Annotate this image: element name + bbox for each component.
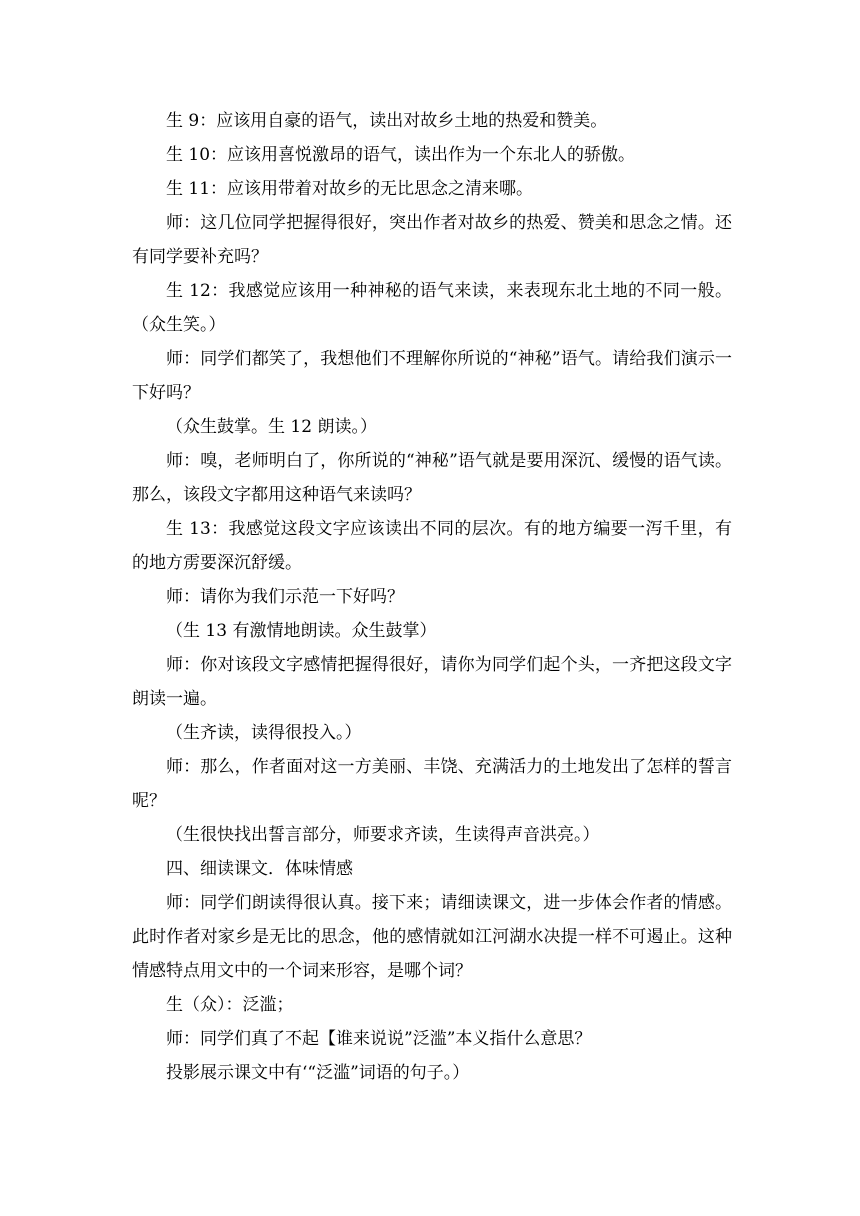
paragraph: 生 13：我感觉这段文字应该读出不同的层次。有的地方编要一泻千里，有的地方雳要深沉舒缓。 bbox=[132, 519, 732, 573]
paragraph: 师：同学们朗读得很认真。接下来；请细读课文，进一步体会作者的情感。此时作者对家乡是无比的思念，他的感情就如江河湖水决提一样不可遏止。这种情感特点用文中的一个词来形容，是哪个词？ bbox=[132, 893, 732, 981]
paragraph: 师：你对该段文字感情把握得很好，请你为同学们起个头，一齐把这段文字朗读一遍。 bbox=[132, 655, 732, 709]
paragraph: （众生鼓掌。生 12 朗读。） bbox=[166, 417, 377, 437]
paragraph: 投影展示课文中有‘“泛滥”词语的句子。） bbox=[166, 1063, 470, 1083]
paragraph: （生很快找出誓言部分，师要求齐读，生读得声音洪亮。） bbox=[166, 825, 600, 845]
paragraph: 生（众）：泛滥； bbox=[166, 995, 294, 1015]
section-heading: 四、细读课文．体味情感 bbox=[166, 859, 353, 879]
paragraph: 生 12：我感觉应该用一种神秘的语气来读，来表现东北土地的不同一般。（众生笑。） bbox=[132, 281, 732, 335]
paragraph: 师：那么，作者面对这一方美丽、丰饶、充满活力的土地发出了怎样的誓言呢？ bbox=[132, 757, 732, 811]
paragraph: 师：嗅，老师明白了，你所说的“神秘”语气就是要用深沉、缓慢的语气读。那么，该段文字都用这种语气来读吗？ bbox=[132, 451, 732, 505]
paragraph: 师：同学们真了不起【谁来说说”泛滥”本义指什么意思？ bbox=[166, 1029, 592, 1049]
paragraph: 师：这几位同学把握得很好，突出作者对故乡的热爱、赞美和思念之情。还有同学要补充吗？ bbox=[132, 213, 732, 267]
document-body bbox=[132, 104, 732, 1090]
paragraph: 生 10：应该用喜悦激昂的语气，读出作为一个东北人的骄傲。 bbox=[166, 145, 636, 165]
paragraph: （生 13 有激情地朗读。众生鼓掌） bbox=[166, 621, 437, 641]
paragraph: 师：同学们都笑了，我想他们不理解你所说的“神秘”语气。请给我们演示一下好吗？ bbox=[132, 349, 732, 403]
paragraph: 生 11：应该用带着对故乡的无比思念之清来哪。 bbox=[166, 179, 534, 199]
paragraph: 生 9：应该用自豪的语气，读出对故乡土地的热爱和赞美。 bbox=[166, 111, 608, 131]
paragraph: 师：请你为我们示范一下好吗？ bbox=[166, 587, 404, 607]
paragraph: （生齐读，读得很投入。） bbox=[166, 723, 362, 743]
